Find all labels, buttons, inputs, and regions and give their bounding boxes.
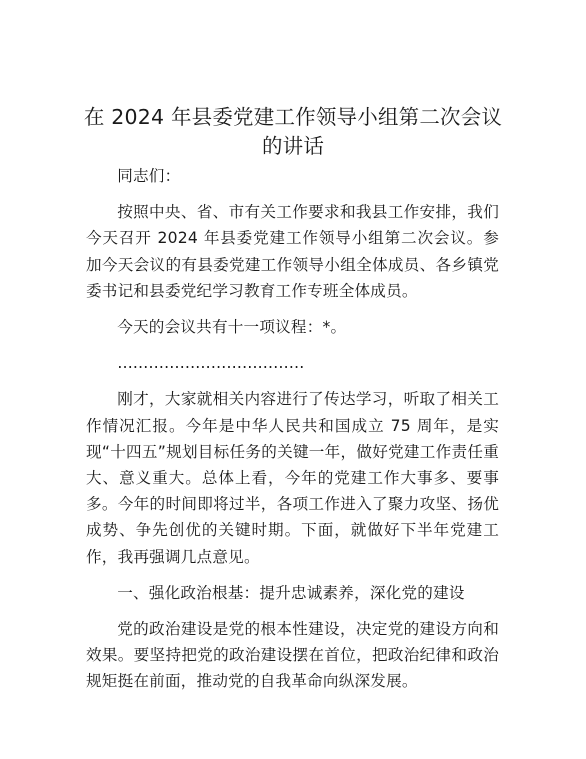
section-heading-1: 一、强化政治根基：提升忠诚素养，深化党的建设 — [117, 583, 465, 602]
paragraph-spacer — [86, 606, 499, 616]
document-title: 在 2024 年县委党建工作领导小组第二次会议的讲话 — [83, 105, 503, 158]
greeting: 同志们： — [117, 167, 181, 185]
paragraph-spacer — [86, 304, 499, 314]
paragraph-spacer — [86, 570, 499, 580]
paragraph-spacer — [86, 376, 499, 386]
document-body — [86, 163, 499, 695]
paragraph-spacer — [86, 340, 499, 350]
paragraph-meeting-intro: 按照中央、省、市有关工作要求和我县工作安排，我们今天召开 2024 年县委党建工作领导小组第二次会议。参加今天会议的有县委党建工作领导小组全体成员、各乡镇党委书记和县委党纪学习教育工作专班全体成员。 — [86, 203, 499, 300]
paragraph-agenda: 今天的会议共有十一项议程：*。 — [117, 318, 347, 337]
ellipsis-line: ……………………………… — [117, 354, 305, 373]
paragraph-political-building: 党的政治建设是党的根本性建设，决定党的建设方向和效果。要坚持把党的政治建设摆在首位，把政治纪律和政治规矩挺在前面，推动党的自我革命向纵深发展。 — [86, 620, 499, 691]
paragraph-spacer — [86, 189, 499, 199]
paragraph-work-summary: 刚才，大家就相关内容进行了传达学习，听取了相关工作情况汇报。今年是中华人民共和国成立 75 周年，是实现“十四五”规划目标任务的关键一年，做好党建工作责任重大、意义重大。总体上看，今年的党建工作大事多、要事多。今年的时间即将过半，各项工作进入了聚力攻坚、扬优成势、争先创优的关键时期。下面，就做好下半年党建工作，我再强调几点意见。 — [86, 390, 499, 566]
